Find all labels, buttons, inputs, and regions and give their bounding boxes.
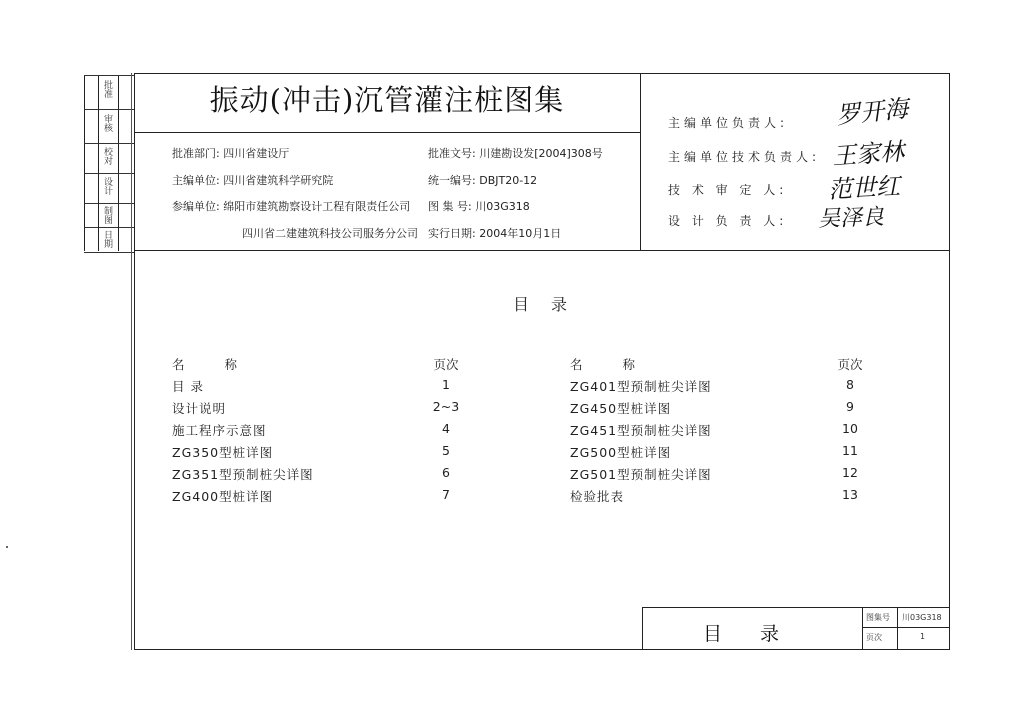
contents-item-page: 5 <box>442 443 450 458</box>
scan-speck <box>6 546 8 548</box>
contents-item-page: 2~3 <box>432 399 460 414</box>
title-underline <box>134 132 640 133</box>
resp-label-chief: 主编单位负责人: <box>668 116 789 130</box>
contents-item-name: ZG450型桩详图 <box>570 401 672 416</box>
contents-item-name: 施工程序示意图 <box>172 423 267 438</box>
contents-item-name: ZG500型桩详图 <box>570 445 672 460</box>
title-block-top <box>642 607 950 608</box>
binding-cell: 日期 <box>84 227 134 253</box>
header-divider <box>134 250 950 251</box>
signature-chief: 罗开海 <box>834 94 910 130</box>
contents-item-name: 检验批表 <box>570 489 625 504</box>
info-unified-number: 统一编号: DBJT20-12 <box>428 174 538 187</box>
page-number-label: 页次 <box>866 633 882 642</box>
page-number-value: 1 <box>920 632 926 641</box>
contents-item-page: 4 <box>442 421 450 436</box>
contents-item-page: 12 <box>842 465 858 480</box>
contents-item-page: 6 <box>442 465 450 480</box>
contents-item-page: 13 <box>842 487 858 502</box>
contents-item-name: ZG401型预制桩尖详图 <box>570 379 712 394</box>
title-block-left <box>642 607 643 650</box>
header-vertical-divider <box>640 73 641 250</box>
binding-strip <box>84 75 134 251</box>
contents-item-page: 11 <box>842 443 858 458</box>
column-header-page-left: 页次 <box>433 357 459 372</box>
resp-label-design: 设 计 负 责 人: <box>668 214 788 228</box>
contents-item-page: 10 <box>842 421 858 436</box>
info-co-editor-2: 四川省二建建筑科技公司服务分公司 <box>242 227 418 240</box>
contents-item-name: 设计说明 <box>172 401 227 416</box>
column-header-page-right: 页次 <box>837 357 863 372</box>
binding-cell: 设计 <box>84 173 134 204</box>
title-block-divider <box>862 607 863 650</box>
atlas-title: 振动(冲击)沉管灌注桩图集 <box>209 83 565 117</box>
contents-item-name: ZG501型预制桩尖详图 <box>570 467 712 482</box>
title-block-title: 目录 <box>703 623 818 645</box>
info-approval-dept: 批准部门: 四川省建设厅 <box>172 147 290 160</box>
contents-item-name: ZG400型桩详图 <box>172 489 274 504</box>
contents-heading: 目录 <box>513 295 590 314</box>
signature-review: 范世红 <box>827 172 901 204</box>
title-block-row-line <box>862 627 950 628</box>
column-header-name-right: 名 称 <box>570 357 653 372</box>
contents-item-name: 目 录 <box>172 379 204 394</box>
binding-cell: 审核 <box>84 109 134 144</box>
contents-item-name: ZG350型桩详图 <box>172 445 274 460</box>
binding-cell: 校对 <box>84 143 134 174</box>
title-block-divider-2 <box>897 607 898 650</box>
info-effective-date: 实行日期: 2004年10月1日 <box>428 227 562 240</box>
resp-label-tech: 主编单位技术负责人: <box>668 150 821 164</box>
atlas-number-label: 图集号 <box>866 613 890 622</box>
column-header-name-left: 名 称 <box>172 357 255 372</box>
info-chief-editor: 主编单位: 四川省建筑科学研究院 <box>172 174 334 187</box>
binding-cell: 批准 <box>84 75 134 110</box>
contents-item-page: 7 <box>442 487 450 502</box>
frame-margin-line <box>131 73 132 650</box>
contents-item-name: ZG451型预制桩尖详图 <box>570 423 712 438</box>
contents-item-name: ZG351型预制桩尖详图 <box>172 467 314 482</box>
binding-cell: 制图 <box>84 203 134 228</box>
contents-item-page: 8 <box>846 377 854 392</box>
info-co-editor: 参编单位: 绵阳市建筑勘察设计工程有限责任公司 <box>172 200 411 213</box>
contents-item-page: 1 <box>442 377 450 392</box>
atlas-number-value: 川03G318 <box>902 613 942 622</box>
resp-label-review: 技 术 审 定 人: <box>668 183 788 197</box>
signature-tech: 王家林 <box>831 137 906 171</box>
signature-design: 吴泽良 <box>817 204 885 233</box>
contents-item-page: 9 <box>846 399 854 414</box>
info-atlas-number: 图 集 号: 川03G318 <box>428 200 530 213</box>
info-approval-number: 批准文号: 川建勘设发[2004]308号 <box>428 147 603 160</box>
